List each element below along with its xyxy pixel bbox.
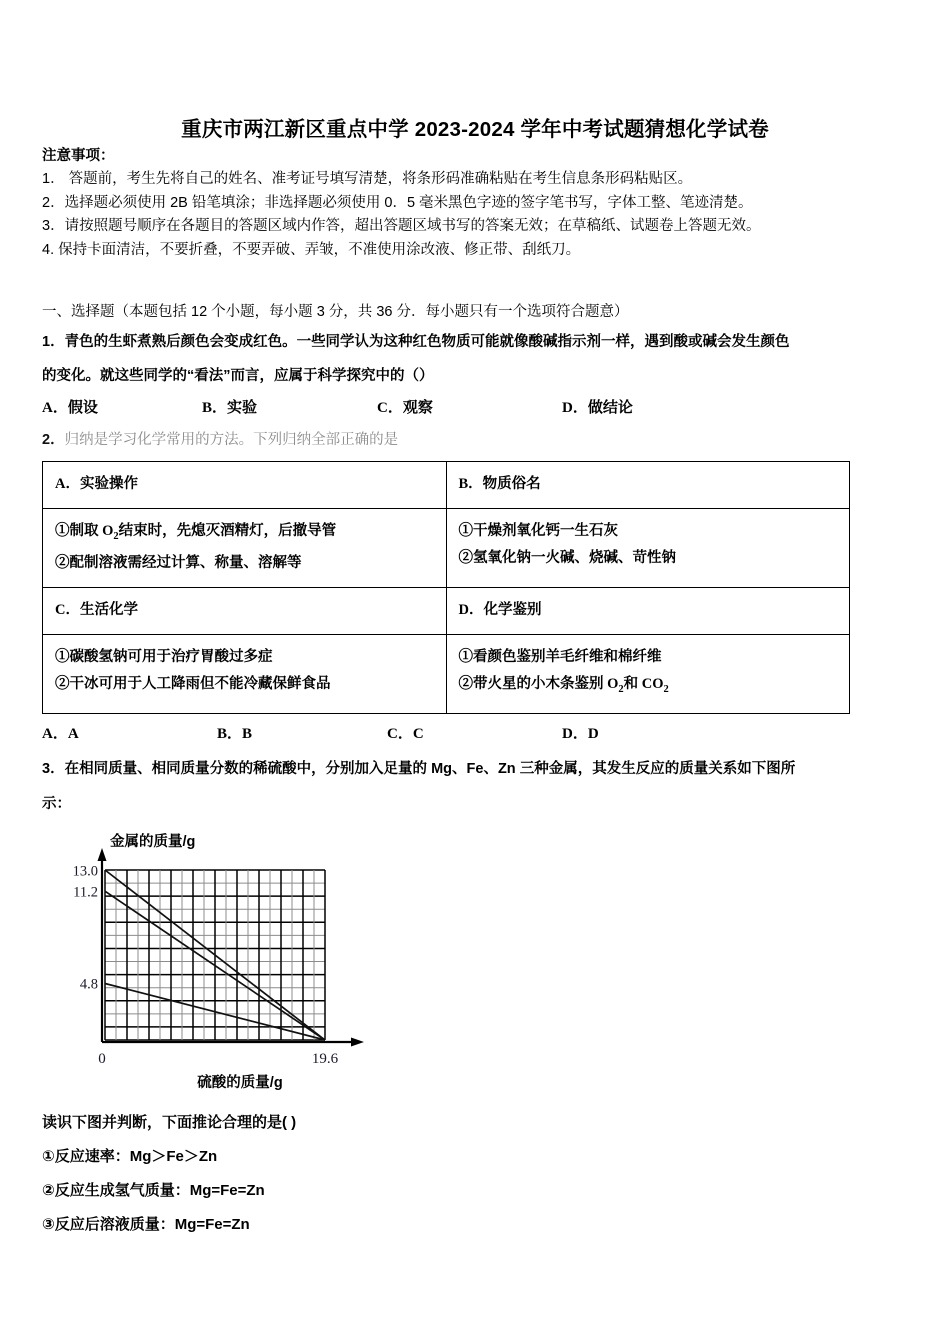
table-cell-b-line-2: ②氢氧化钠一火碱、烧碱、苛性钠 [458, 550, 676, 566]
section-heading: 一、选择题（本题包括 12 个小题，每小题 3 分，共 36 分．每小题只有一个选项符合题意） [42, 304, 629, 320]
question-1-option-d[interactable]: D．做结论 [562, 400, 633, 416]
chart-xtick-0: 0 [98, 1051, 106, 1067]
table-header-b-label: B．物质俗名 [458, 476, 541, 492]
question-3-conclusions [42, 1106, 642, 1242]
table-cell-header-c [43, 587, 447, 634]
table-cell-header-a [43, 462, 447, 509]
comparison-table [42, 461, 850, 714]
chart-xtick-196: 19.6 [311, 1051, 339, 1067]
table-cell-c-line-1: ①碳酸氢钠可用于治疗胃酸过多症 [55, 648, 273, 665]
table-cell-c-line-2: ②干冰可用于人工降雨但不能冷藏保鲜食品 [55, 675, 331, 692]
table-cell-body-b [446, 509, 850, 588]
notice-item-2: 2．选择题必须使用 2B 铅笔填涂；非选择题必须使用 0．5 毫米黑色字迹的签字笔书写，字体工整、笔迹清楚。 [42, 194, 753, 211]
question-2-text: 归纳是学习化学常用的方法。下列归纳全部正确的是 [64, 432, 399, 448]
question-2-option-a[interactable]: A．A [42, 726, 79, 742]
question-2-number: 2． [42, 432, 65, 448]
chart-ytick-11: 11.2 [73, 884, 98, 901]
conclusion-item-1: ①反应速率：Mg＞Fe＞Zn [42, 1148, 218, 1165]
question-2-option-b[interactable]: B．B [217, 726, 253, 742]
table-header-d-label: D．化学鉴别 [458, 601, 542, 618]
chart-svg [52, 830, 412, 1095]
question-3 [42, 752, 922, 822]
page-title: 重庆市两江新区重点中学 2023-2024 学年中考试题猜想化学试卷 [181, 118, 769, 141]
question-2-options [42, 722, 599, 743]
table-cell-d-line-1: ①看颜色鉴别羊毛纤维和棉纤维 [458, 648, 662, 665]
notice-item-4: 4. 保持卡面清洁，不要折叠，不要弄破、弄皱，不准使用涂改液、修正带、刮纸刀。 [42, 241, 581, 258]
table-cell-d-line-2: ②带火星的小木条鉴别 $O_2$和 $CO_2$ [458, 675, 669, 695]
question-2-stem [42, 428, 398, 449]
table-row [43, 587, 850, 634]
question-3-lead: 读识下图并判断，下面推论合理的是( ) [42, 1114, 297, 1131]
table-row [43, 634, 850, 713]
question-1 [42, 325, 912, 393]
table-cell-body-d [446, 634, 850, 713]
question-1-option-c[interactable]: C．观察 [377, 400, 433, 416]
question-2-option-c[interactable]: C．C [387, 726, 424, 742]
table-cell-body-c [43, 634, 447, 713]
table-cell-header-b [446, 462, 850, 509]
question-2-option-d[interactable]: D．D [562, 726, 599, 742]
table-cell-a-line-2: ②配制溶液需经过计算、称量、溶解等 [55, 554, 302, 571]
table-header-c-label: C．生活化学 [55, 601, 138, 618]
question-1-option-b[interactable]: B．实验 [202, 400, 258, 416]
chart-x-axis-label: 硫酸的质量/g [197, 1075, 283, 1091]
question-1-line-1: 1．青色的生虾煮熟后颜色会变成红色。一些同学认为这种红色物质可能就像酸碱指示剂一样，遇到酸或碱会发生颜色 [42, 334, 790, 350]
mass-relationship-chart [52, 830, 412, 1095]
chart-y-axis-label: 金属的质量/g [110, 834, 196, 850]
notice-heading: 注意事项： [42, 148, 115, 164]
conclusion-item-2: ②反应生成氢气质量：Mg=Fe=Zn [42, 1182, 265, 1199]
question-1-options [42, 396, 742, 417]
chart-ytick-4: 4.8 [79, 976, 98, 993]
table-row [43, 509, 850, 588]
table-cell-a-line-1: ①制取 $O_2$结束时，先熄灭酒精灯，后撤导管 [55, 523, 337, 542]
chart-y-axis-arrow [98, 848, 107, 861]
table-row [43, 462, 850, 509]
table-cell-header-d [446, 587, 850, 634]
notice-item-1: 1． 答题前，考生先将自己的姓名、准考证号填写清楚，将条形码准确粘贴在考生信息条形码粘贴区。 [42, 171, 693, 187]
question-3-line-2: 示： [42, 796, 71, 812]
chart-ytick-13: 13.0 [72, 863, 98, 880]
conclusion-item-3: ③反应后溶液质量：Mg=Fe=Zn [42, 1216, 250, 1233]
question-1-line-2: 的变化。就这些同学的“看法”而言，应属于科学探究中的（） [42, 368, 434, 384]
table-cell-body-a [43, 509, 447, 588]
table-header-a-label: A．实验操作 [55, 476, 138, 492]
question-3-line-1: 3．在相同质量、相同质量分数的稀硫酸中，分别加入足量的 Mg、Fe、Zn 三种金属，其发生反应的质量关系如下图所 [42, 761, 796, 777]
notice-block [42, 145, 910, 262]
table-cell-b-line-1: ①干燥剂氧化钙一生石灰 [458, 523, 618, 539]
question-1-option-a[interactable]: A．假设 [42, 400, 98, 416]
chart-x-axis-arrow [351, 1038, 364, 1047]
notice-item-3: 3．请按照题号顺序在各题目的答题区域内作答，超出答题区域书写的答案无效；在草稿纸、试题卷上答题无效。 [42, 218, 761, 234]
